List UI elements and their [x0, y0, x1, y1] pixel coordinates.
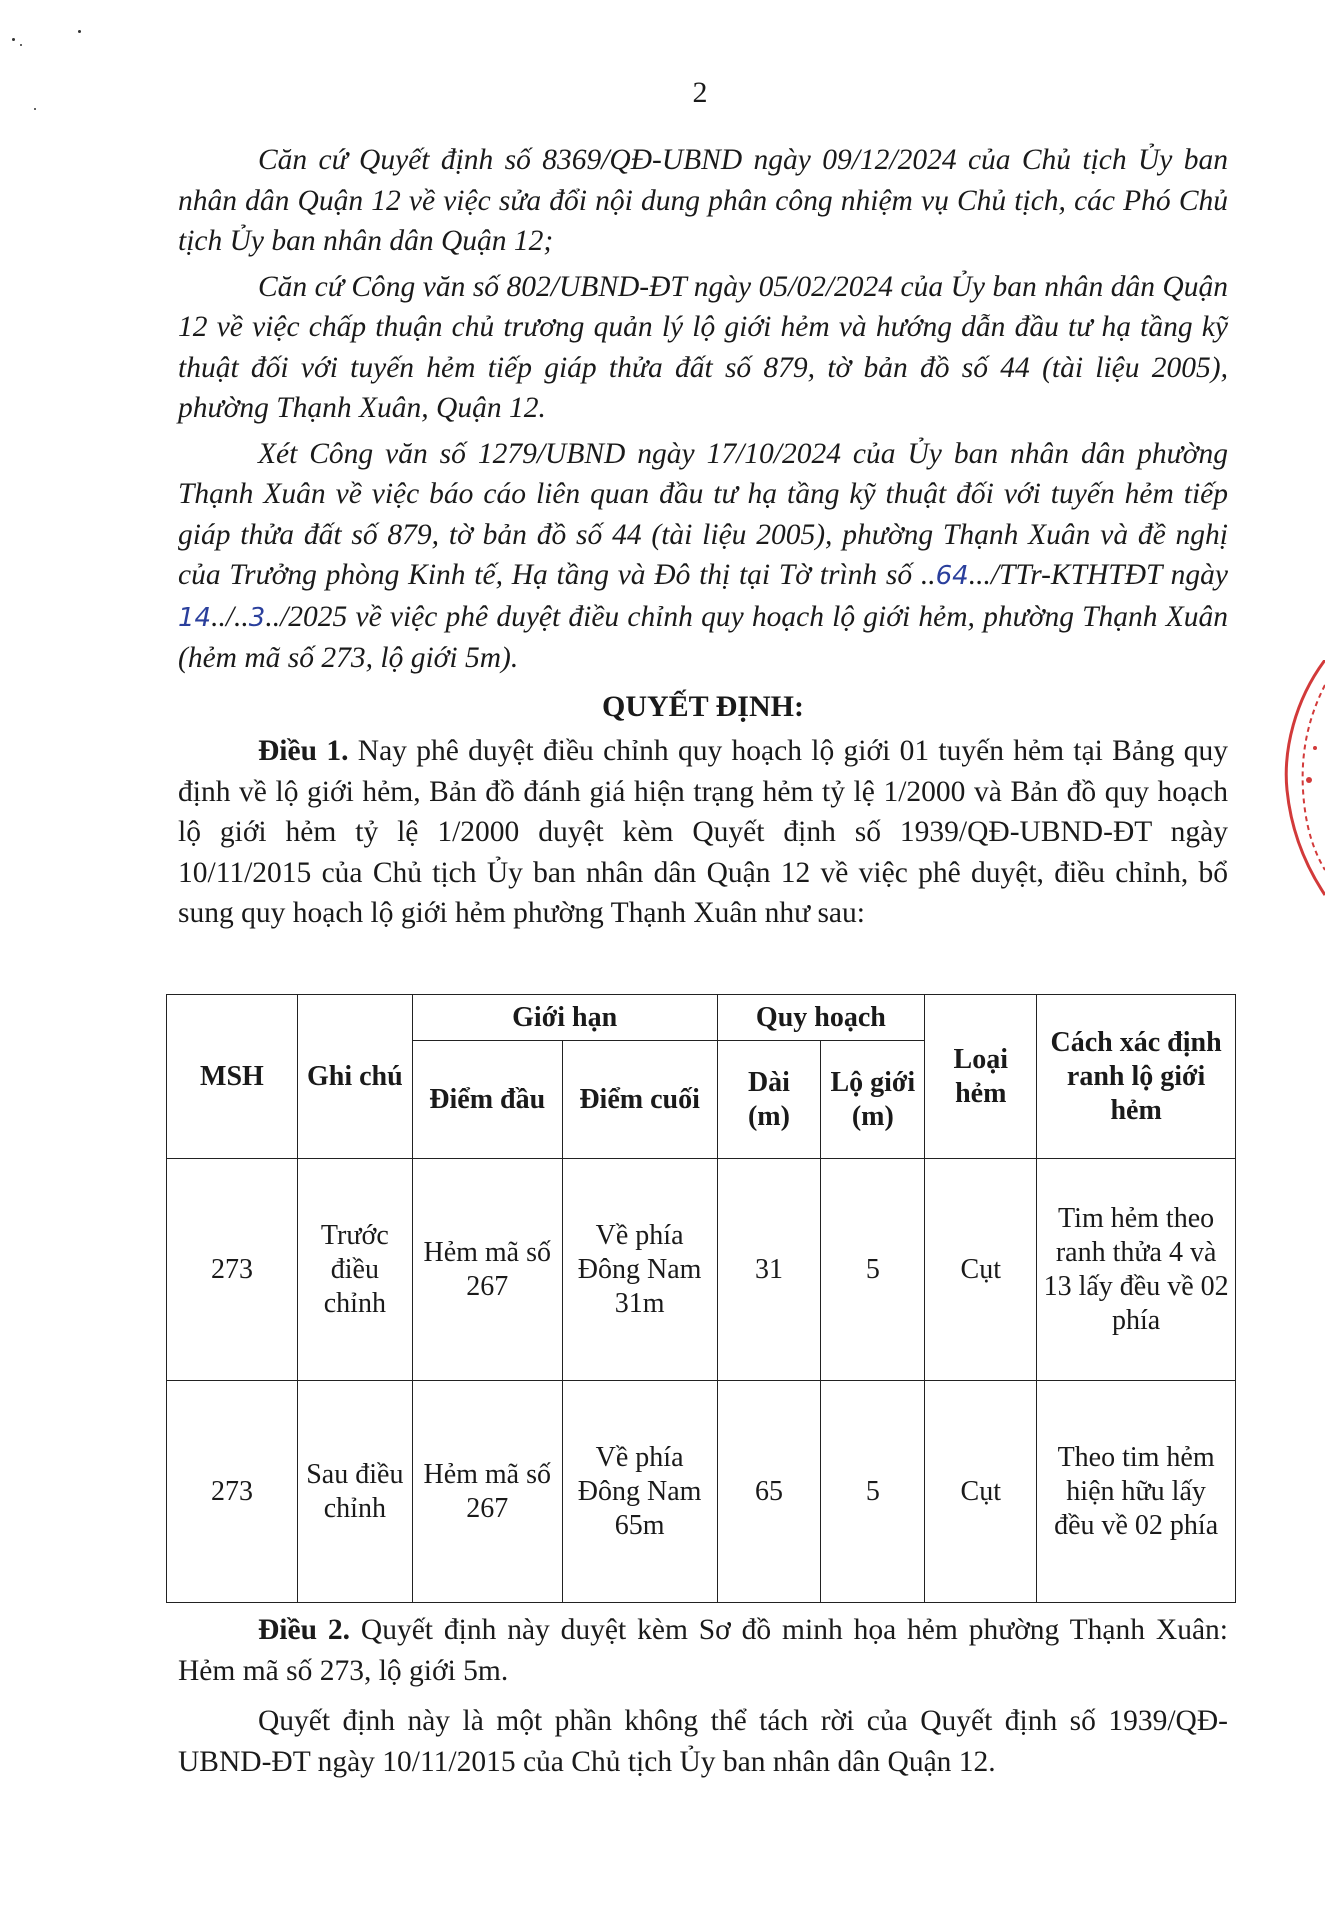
- table-row: [167, 1381, 1236, 1603]
- cell-end: Về phía Đông Nam 65m: [562, 1381, 717, 1603]
- cell-width: 5: [821, 1381, 925, 1603]
- header-length: Dài (m): [717, 1041, 821, 1159]
- cell-note: Sau điều chỉnh: [297, 1381, 412, 1603]
- paragraph-legal-basis-1: Căn cứ Quyết định số 8369/QĐ-UBND ngày 09/12/2024 của Chủ tịch Ủy ban nhân dân Quận 12 về việc sửa đổi nội dung phân công nhiệm vụ Chủ tịch, các Phó Chủ tịch Ủy ban nhân dân Quận 12;: [178, 144, 1228, 257]
- header-note: Ghi chú: [297, 995, 412, 1159]
- alley-plan-table: [166, 994, 1236, 1603]
- header-method: Cách xác định ranh lộ giới hẻm: [1037, 995, 1236, 1159]
- document-body: [178, 140, 1228, 939]
- cell-start: Hẻm mã số 267: [412, 1381, 562, 1603]
- scan-speck: [78, 30, 81, 33]
- red-seal-edge: [1265, 660, 1325, 900]
- header-width: Lộ giới (m): [821, 1041, 925, 1159]
- page-number: 2: [692, 76, 708, 109]
- header-end: Điểm cuối: [562, 1041, 717, 1159]
- header-limit: Giới hạn: [412, 995, 717, 1041]
- cell-start: Hẻm mã số 267: [412, 1159, 562, 1381]
- cell-method: Tim hẻm theo ranh thửa 4 và 13 lấy đều về 02 phía: [1037, 1159, 1236, 1381]
- cell-length: 65: [717, 1381, 821, 1603]
- cell-method: Theo tim hẻm hiện hữu lấy đều về 02 phía: [1037, 1381, 1236, 1603]
- article-2: Điều 2. Quyết định này duyệt kèm Sơ đồ minh họa hẻm phường Thạnh Xuân: Hẻm mã số 273, lộ giới 5m.: [178, 1614, 1228, 1687]
- handwritten-month: 3: [248, 602, 266, 633]
- table-row: [167, 1159, 1236, 1381]
- scan-speck: [12, 38, 15, 41]
- cell-width: 5: [821, 1159, 925, 1381]
- cell-type: Cụt: [925, 1159, 1037, 1381]
- handwritten-day: 14: [178, 602, 212, 633]
- header-type: Loại hẻm: [925, 995, 1037, 1159]
- cell-type: Cụt: [925, 1381, 1037, 1603]
- cell-end: Về phía Đông Nam 31m: [562, 1159, 717, 1381]
- cell-note: Trước điều chỉnh: [297, 1159, 412, 1381]
- cell-length: 31: [717, 1159, 821, 1381]
- article-1: Điều 1. Nay phê duyệt điều chỉnh quy hoạch lộ giới 01 tuyến hẻm tại Bảng quy định về lộ giới hẻm, Bản đồ đánh giá hiện trạng hẻm tỷ lệ 1/2000 và Bản đồ quy hoạch lộ giới hẻm tỷ lệ 1/2000 duyệt kèm Quyết định số 1939/QĐ-UBND-ĐT ngày 10/11/2015 của Chủ tịch Ủy ban nhân dân Quận 12 về việc phê duyệt, điều chỉnh, bổ sung quy hoạch lộ giới hẻm phường Thạnh Xuân như sau:: [178, 735, 1229, 929]
- header-msh: MSH: [167, 995, 298, 1159]
- document-body-end: [178, 1610, 1228, 1787]
- closing-paragraph: Quyết định này là một phần không thể tách rời của Quyết định số 1939/QĐ-UBND-ĐT ngày 10/11/2015 của Chủ tịch Ủy ban nhân dân Quận 12.: [178, 1705, 1228, 1778]
- paragraph-legal-basis-2: Căn cứ Công văn số 802/UBND-ĐT ngày 05/02/2024 của Ủy ban nhân dân Quận 12 về việc chấp thuận chủ trương quản lý lộ giới hẻm và hướng dẫn đầu tư hạ tầng kỹ thuật đối với tuyến hẻm tiếp giáp thửa đất số 879, tờ bản đồ số 44 (tài liệu 2005), phường Thạnh Xuân, Quận 12.: [178, 270, 1228, 424]
- header-start: Điểm đầu: [412, 1041, 562, 1159]
- scan-speck: [20, 44, 22, 46]
- cell-msh: 273: [167, 1381, 298, 1603]
- header-plan: Quy hoạch: [717, 995, 925, 1041]
- paragraph-consideration: Xét Công văn số 1279/UBND ngày 17/10/2024 của Ủy ban nhân dân phường Thạnh Xuân về việc báo cáo liên quan đầu tư hạ tầng kỹ thuật đối với tuyến hẻm tiếp giáp thửa đất số 879, tờ bản đồ số 44 (tài liệu 2005), phường Thạnh Xuân và đề nghị của Trưởng phòng Kinh tế, Hạ tầng và Đô thị tại Tờ trình số ..64.../TTr-KTHTĐT ngày 14../..3../2025 về việc phê duyệt điều chỉnh quy hoạch lộ giới hẻm, phường Thạnh Xuân (hẻm mã số 273, lộ giới 5m).: [178, 437, 1228, 674]
- cell-msh: 273: [167, 1159, 298, 1381]
- handwritten-number: 64: [935, 561, 969, 591]
- decision-heading: QUYẾT ĐỊNH:: [602, 689, 804, 723]
